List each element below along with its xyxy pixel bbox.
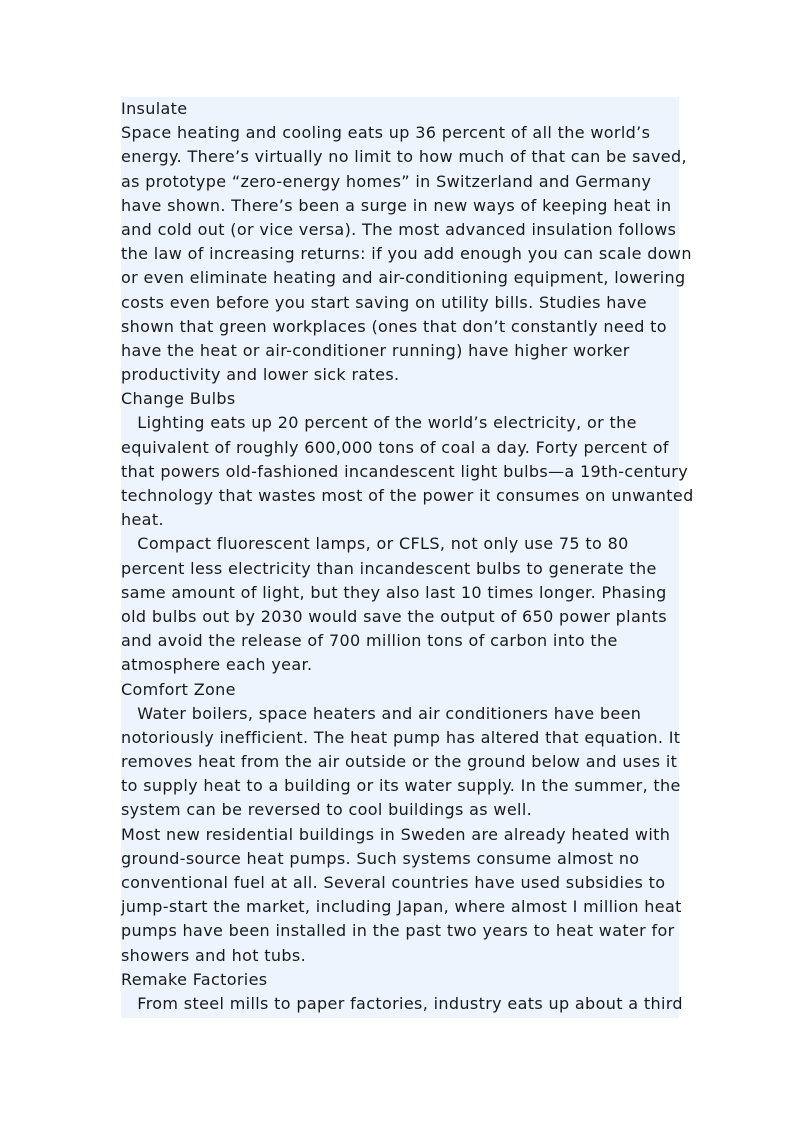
text-line: costs even before you start saving on utility bills. Studies have <box>121 292 647 312</box>
text-line: notoriously inefficient. The heat pump has altered that equation. It <box>121 727 681 747</box>
heading-change-bulbs: Change Bulbs <box>121 389 236 409</box>
text-line: ground-source heat pumps. Such systems consume almost no <box>121 848 640 868</box>
text-line: From steel mills to paper factories, industry eats up about a third <box>121 993 683 1013</box>
text-line: to supply heat to a building or its water supply. In the summer, the <box>121 776 681 796</box>
text-line: conventional fuel at all. Several countries have used subsidies to <box>121 873 666 892</box>
text-line: atmosphere each year. <box>121 655 313 675</box>
document-text-block <box>121 97 694 1018</box>
text-line: shown that green workplaces (ones that don’t constantly need to <box>121 316 667 336</box>
text-line: and cold out (or vice versa). The most advanced insulation follows <box>121 219 677 239</box>
text-line: Lighting eats up 20 percent of the world’s electricity, or the <box>121 413 637 433</box>
text-line: showers and hot tubs. <box>121 945 307 965</box>
text-line: Most new residential buildings in Sweden are already heated with <box>121 824 671 844</box>
heading-insulate: Insulate <box>121 99 188 118</box>
text-line: have shown. There’s been a surge in new ways of keeping heat in <box>121 195 672 215</box>
text-line: have the heat or air-conditioner running) have higher worker <box>121 340 630 360</box>
text-line: technology that wastes most of the power it consumes on unwanted <box>121 486 694 505</box>
text-line: removes heat from the air outside or the ground below and uses it <box>121 752 678 772</box>
text-line: equivalent of roughly 600,000 tons of coal a day. Forty percent of <box>121 437 669 457</box>
text-line: system can be reversed to cool buildings as well. <box>121 800 533 820</box>
text-line: heat. <box>121 510 164 530</box>
text-line: energy. There’s virtually no limit to how much of that can be saved, <box>121 147 687 167</box>
text-line: the law of increasing returns: if you add enough you can scale down <box>121 244 692 264</box>
text-line: old bulbs out by 2030 would save the output of 650 power plants <box>121 606 667 626</box>
text-line: percent less electricity than incandescent bulbs to generate the <box>121 558 657 578</box>
text-line: as prototype “zero-energy homes” in Switzerland and Germany <box>121 171 652 191</box>
text-line: productivity and lower sick rates. <box>121 365 400 385</box>
text-line: Water boilers, space heaters and air conditioners have been <box>121 703 642 723</box>
text-line: same amount of light, but they also last 10 times longer. Phasing <box>121 582 667 602</box>
heading-comfort-zone: Comfort Zone <box>121 679 236 699</box>
text-line: that powers old-fashioned incandescent light bulbs—a 19th-century <box>121 461 689 481</box>
text-line: Compact fluorescent lamps, or CFLS, not only use 75 to 80 <box>121 534 629 554</box>
text-line: Space heating and cooling eats up 36 percent of all the world’s <box>121 123 651 143</box>
text-line: or even eliminate heating and air-conditioning equipment, lowering <box>121 268 686 288</box>
text-line: jump-start the market, including Japan, where almost I million heat <box>121 897 682 917</box>
text-line: and avoid the release of 700 million tons of carbon into the <box>121 631 618 651</box>
heading-remake-factories: Remake Factories <box>121 969 268 989</box>
text-line: pumps have been installed in the past two years to heat water for <box>121 921 675 941</box>
